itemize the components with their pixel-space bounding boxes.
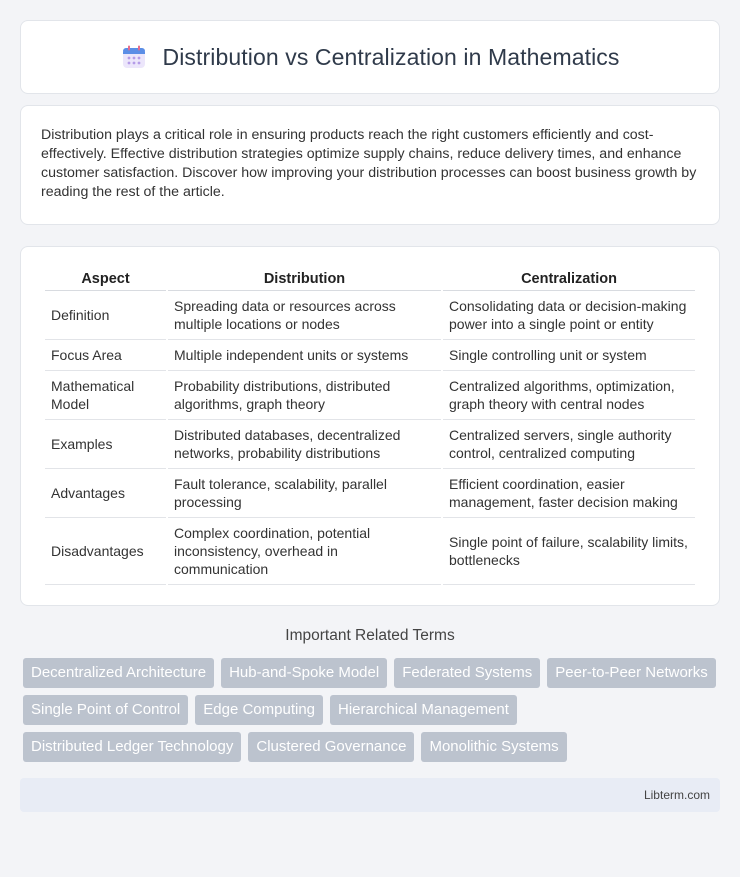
- table-cell: Distributed databases, decentralized networks, probability distributions: [168, 420, 441, 469]
- table-cell: Spreading data or resources across multiple locations or nodes: [168, 291, 441, 340]
- tag-single-point-of-control[interactable]: Single Point of Control: [23, 695, 188, 725]
- table-cell: Centralized servers, single authority control, centralized computing: [443, 420, 695, 469]
- table-header-row: [45, 267, 695, 291]
- comparison-table-card: [20, 246, 720, 606]
- column-header-aspect: Aspect: [45, 267, 166, 291]
- column-header-centralization: Centralization: [443, 267, 695, 291]
- related-terms-title: Important Related Terms: [285, 627, 455, 644]
- table-row: [45, 518, 695, 585]
- tag-decentralized-architecture[interactable]: Decentralized Architecture: [23, 658, 214, 688]
- table-cell: Consolidating data or decision-making power into a single point or entity: [443, 291, 695, 340]
- intro-card: [20, 105, 720, 225]
- footer: [20, 778, 720, 812]
- table-cell: Probability distributions, distributed algorithms, graph theory: [168, 371, 441, 420]
- table-cell: Efficient coordination, easier management, faster decision making: [443, 469, 695, 518]
- tag-monolithic-systems[interactable]: Monolithic Systems: [421, 732, 566, 762]
- table-cell: Multiple independent units or systems: [168, 340, 441, 371]
- table-row: [45, 291, 695, 340]
- table-cell: Advantages: [45, 469, 166, 518]
- tag-distributed-ledger-technology[interactable]: Distributed Ledger Technology: [23, 732, 241, 762]
- header-card: [20, 20, 720, 94]
- tag-edge-computing[interactable]: Edge Computing: [195, 695, 323, 725]
- tag-clustered-governance[interactable]: Clustered Governance: [248, 732, 414, 762]
- tag-hub-and-spoke-model[interactable]: Hub-and-Spoke Model: [221, 658, 387, 688]
- table-row: [45, 420, 695, 469]
- related-terms-tags: [20, 658, 720, 762]
- table-cell: Focus Area: [45, 340, 166, 371]
- table-cell: Examples: [45, 420, 166, 469]
- comparison-table: [43, 267, 697, 585]
- calendar-icon: [120, 43, 148, 71]
- intro-text: Distribution plays a critical role in ensuring products reach the right customers efficiently and cost-effectively. Effective distribution strategies optimize supply chains, reduce delivery times, and enhance customer satisfaction. Discover how improving your distribution processes can boost business growth by reading the rest of the article.: [41, 127, 697, 200]
- tag-peer-to-peer-networks[interactable]: Peer-to-Peer Networks: [547, 658, 716, 688]
- tag-federated-systems[interactable]: Federated Systems: [394, 658, 540, 688]
- table-row: [45, 340, 695, 371]
- table-cell: Mathematical Model: [45, 371, 166, 420]
- table-cell: Single controlling unit or system: [443, 340, 695, 371]
- tag-hierarchical-management[interactable]: Hierarchical Management: [330, 695, 517, 725]
- table-cell: Disadvantages: [45, 518, 166, 585]
- table-cell: Complex coordination, potential inconsistency, overhead in communication: [168, 518, 441, 585]
- column-header-distribution: Distribution: [168, 267, 441, 291]
- footer-brand-link[interactable]: Libterm.com: [643, 788, 710, 802]
- table-cell: Fault tolerance, scalability, parallel processing: [168, 469, 441, 518]
- page-title: Distribution vs Centralization in Mathematics: [162, 43, 620, 70]
- related-terms-section: [20, 627, 720, 762]
- table-cell: Centralized algorithms, optimization, graph theory with central nodes: [443, 371, 695, 420]
- table-row: [45, 371, 695, 420]
- table-row: [45, 469, 695, 518]
- table-cell: Definition: [45, 291, 166, 340]
- table-cell: Single point of failure, scalability limits, bottlenecks: [443, 518, 695, 585]
